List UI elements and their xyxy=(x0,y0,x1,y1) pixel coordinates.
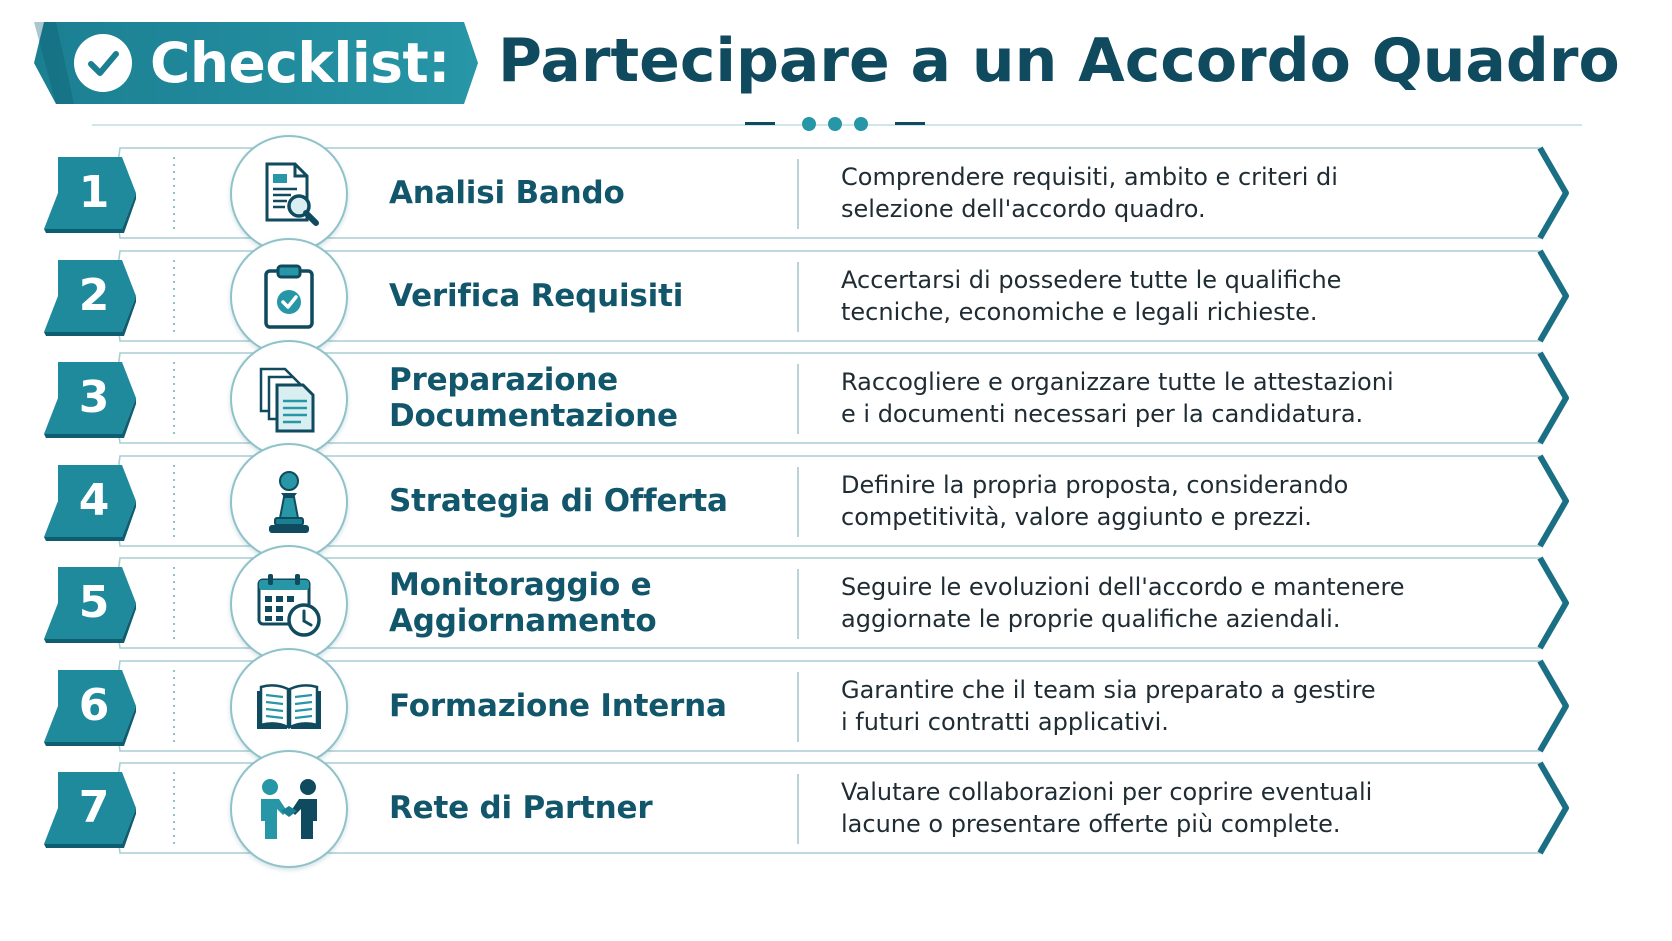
step-description xyxy=(841,352,1561,446)
step-row xyxy=(44,352,1624,446)
column-separator xyxy=(797,262,799,332)
column-separator xyxy=(797,672,799,742)
step-title: Rete di Partner xyxy=(389,790,653,827)
divider-dots-ornament xyxy=(745,112,925,136)
step-number: 4 xyxy=(78,474,110,526)
step-title: Strategia di Offerta xyxy=(389,482,728,519)
step-title: Formazione Interna xyxy=(389,687,727,724)
step-number: 1 xyxy=(78,167,110,218)
step-description-line: Comprendere requisiti, ambito e criteri di xyxy=(841,163,1338,192)
step-description-line: competitività, valore aggiunto e prezzi. xyxy=(841,502,1312,531)
step-number: 3 xyxy=(78,372,110,423)
step-description-line: e i documenti necessari per la candidatura. xyxy=(841,400,1364,428)
step-number: 2 xyxy=(78,269,110,321)
step-row xyxy=(44,660,1624,754)
step-description-line: Raccogliere e organizzare tutte le attestazioni xyxy=(841,368,1394,397)
step-description-line: lacune o presentare offerte più complete. xyxy=(841,810,1341,838)
calendar-clock-icon xyxy=(230,545,348,663)
step-title: Preparazione Documentazione xyxy=(389,362,678,434)
step-description-line: Seguire le evoluzioni dell'accordo e mantenere xyxy=(841,573,1405,602)
step-number: 7 xyxy=(78,782,110,833)
column-separator xyxy=(797,159,799,229)
chess-pawn-icon xyxy=(230,443,348,561)
step-description xyxy=(841,250,1561,344)
step-row xyxy=(44,455,1624,549)
step-number: 5 xyxy=(78,577,110,628)
step-description xyxy=(841,147,1561,241)
open-book-icon xyxy=(230,648,348,766)
step-description-line: Garantire che il team sia preparato a gestire xyxy=(841,675,1376,704)
column-separator xyxy=(797,364,799,434)
checkmark-circle-icon xyxy=(74,34,132,92)
clipboard-check-icon xyxy=(230,238,348,356)
column-separator xyxy=(797,774,799,844)
document-search-icon xyxy=(230,135,348,253)
step-description-line: aggiornate le proprie qualifiche aziendali. xyxy=(841,605,1341,633)
step-row xyxy=(44,147,1624,241)
badge-label: Checklist: xyxy=(150,30,450,95)
step-description-line: Definire la propria proposta, considerando xyxy=(841,470,1349,499)
step-description xyxy=(841,762,1561,856)
page-title: Partecipare a un Accordo Quadro xyxy=(498,26,1620,96)
step-title: Analisi Bando xyxy=(389,175,625,212)
step-description-line: selezione dell'accordo quadro. xyxy=(841,195,1206,223)
column-separator xyxy=(797,569,799,639)
step-description xyxy=(841,660,1561,754)
step-title: Monitoraggio e Aggiornamento xyxy=(389,567,657,639)
checklist-badge xyxy=(34,22,478,104)
documents-stack-icon xyxy=(230,340,348,458)
step-row xyxy=(44,762,1624,856)
step-row xyxy=(44,557,1624,651)
step-description-line: Accertarsi di possedere tutte le qualifiche xyxy=(841,265,1342,294)
step-number: 6 xyxy=(78,679,110,731)
column-separator xyxy=(797,467,799,537)
step-row xyxy=(44,250,1624,344)
step-description xyxy=(841,557,1561,651)
step-description-line: tecniche, economiche e legali richieste. xyxy=(841,297,1318,326)
step-description-line: i futuri contratti applicativi. xyxy=(841,707,1169,736)
step-title: Verifica Requisiti xyxy=(389,277,684,314)
partners-handshake-icon xyxy=(230,750,348,868)
step-description-line: Valutare collaborazioni per coprire eventuali xyxy=(841,778,1373,807)
step-description xyxy=(841,455,1561,549)
